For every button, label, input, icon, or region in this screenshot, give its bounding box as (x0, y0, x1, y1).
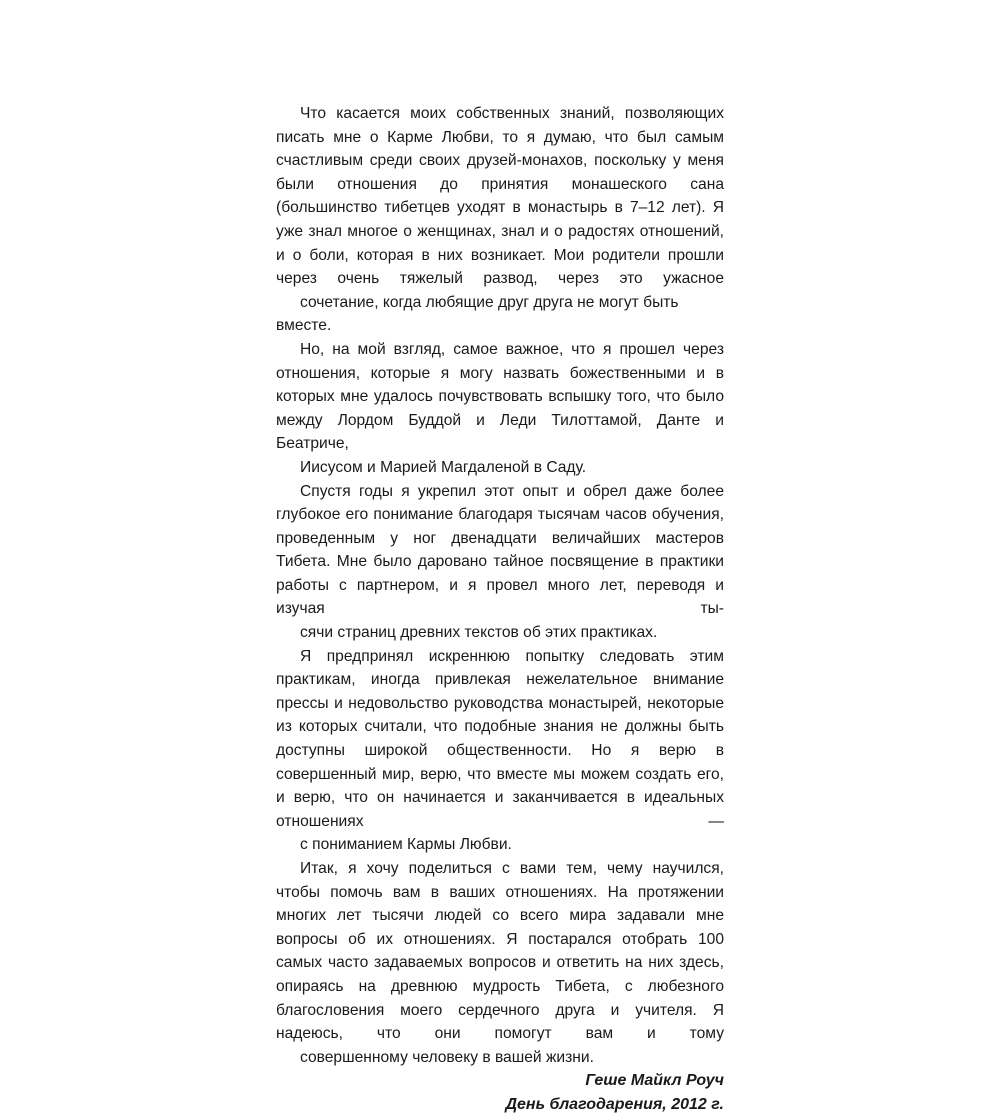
paragraph-2 (276, 338, 724, 480)
paragraph-1-last-line: сочетание, когда любящие друг друга не могут быть вместе. (276, 293, 679, 335)
paragraph-3 (276, 480, 724, 645)
paragraph-1 (276, 102, 724, 338)
paragraph-1-body: Что касается моих собственных знаний, позволяющих писать мне о Карме Любви, то я думаю, что был самым счастливым среди своих друзей-монахов, поскольку у меня были отношения до принятия монашеского сана (большинство тибетцев уходят в монастырь в 7–12 лет). Я уже знал многое о женщинах, знал и о радостях отношений, и о боли, которая в них возникает. Мои родители прошли через очень тяжелый развод, через это ужасное (276, 105, 724, 288)
paragraph-4 (276, 645, 724, 857)
signature-date: День благодарения, 2012 г. (505, 1096, 724, 1114)
paragraph-3-body: Спустя годы я укрепил этот опыт и обрел даже более глубокое его понимание благодаря тысячам часов обучения, проведенным у ног двенадцати величайших мастеров Тибета. Мне было даровано тайное посвящение в практики работы с партнером, и я провел много лет, переводя и изучая ты- (276, 482, 724, 618)
text-block (276, 102, 724, 1117)
paragraph-4-body: Я предпринял искреннюю попытку следовать этим практикам, иногда привлекая нежелательное внимание прессы и недовольство руководства монастырей, некоторые из которых считали, что подобные знания не должны быть доступны широкой общественности. Но я верю в совершенный мир, верю, что вместе мы можем создать его, и верю, что он начинается и заканчивается в идеальных отношениях — (276, 647, 724, 830)
paragraph-2-body: Но, на мой взгляд, самое важное, что я прошел через отношения, которые я могу назвать божественными и в которых мне удалось почувствовать вспышку того, что было между Лордом Буддой и Леди Тилоттамой, Данте и Беатриче, (276, 340, 724, 453)
paragraph-5 (276, 857, 724, 1069)
paragraph-2-last-line: Иисусом и Марией Магдаленой в Саду. (300, 458, 587, 476)
paragraph-4-last-line: с пониманием Кармы Любви. (300, 836, 512, 854)
signature-author: Геше Майкл Роуч (585, 1072, 724, 1090)
paragraph-5-body: Итак, я хочу поделиться с вами тем, чему научился, чтобы помочь вам в ваших отношениях. На протяжении многих лет тысячи людей со всего мира задавали мне вопросы об их отношениях. Я постарался отобрать 100 самых часто задаваемых вопросов и ответить на них здесь, опираясь на древнюю мудрость Тибета, с любезного благословения моего сердечного друга и учителя. Я надеюсь, что они помогут вам и тому (276, 860, 724, 1043)
paragraph-3-last-line: сячи страниц древних текстов об этих практиках. (300, 624, 658, 642)
paragraph-5-last-line: совершенному человеку в вашей жизни. (300, 1048, 594, 1066)
